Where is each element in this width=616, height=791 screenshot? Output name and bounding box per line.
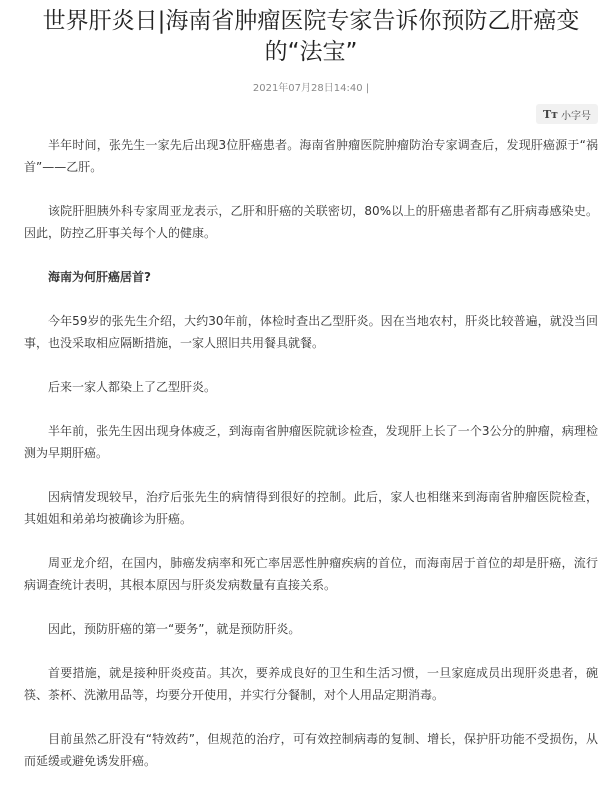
- article-body: [24, 134, 598, 772]
- paragraph: 首要措施，就是接种肝炎疫苗。其次，要养成良好的卫生和生活习惯，一旦家庭成员出现肝炎患者，碗筷、茶杯、洗漱用品等，均要分开使用，并实行分餐制，对个人用品定期消毒。: [24, 666, 598, 702]
- font-size-toggle-label: 小字号: [561, 110, 591, 122]
- font-size-icon: Tт: [542, 107, 558, 121]
- paragraph: 该院肝胆胰外科专家周亚龙表示，乙肝和肝癌的关联密切，80%以上的肝癌患者都有乙肝病毒感染史。因此，防控乙肝事关每个人的健康。: [24, 204, 598, 240]
- paragraph: 今年59岁的张先生介绍，大约30年前，体检时查出乙型肝炎。因在当地农村，肝炎比较普遍，就没当回事，也没采取相应隔断措施，一家人照旧共用餐具就餐。: [24, 314, 598, 350]
- article-title: 世界肝炎日|海南省肿瘤医院专家告诉你预防乙肝癌变的“法宝”: [42, 8, 580, 65]
- paragraph: 半年时间，张先生一家先后出现3位肝癌患者。海南省肿瘤医院肿瘤防治专家调查后，发现肝癌源于“祸首”——乙肝。: [24, 138, 598, 174]
- font-size-toggle-button[interactable]: [536, 104, 598, 124]
- paragraph: 半年前，张先生因出现身体疲乏，到海南省肿瘤医院就诊检查，发现肝上长了一个3公分的肿瘤，病理检测为早期肝癌。: [24, 424, 598, 460]
- paragraph: 周亚龙介绍，在国内，肺癌发病率和死亡率居恶性肿瘤疾病的首位，而海南居于首位的却是肝癌，流行病调查统计表明，其根本原因与肝炎发病数量有直接关系。: [24, 556, 598, 592]
- paragraph: 后来一家人都染上了乙型肝炎。: [48, 380, 217, 394]
- article: [0, 6, 616, 772]
- paragraph: 目前虽然乙肝没有“特效药”，但规范的治疗，可有效控制病毒的复制、增长，保护肝功能不受损伤，从而延缓或避免诱发肝癌。: [24, 732, 598, 768]
- publish-date: 2021年07月28日14:40 |: [252, 83, 370, 94]
- paragraph: 因病情发现较早，治疗后张先生的病情得到很好的控制。此后，家人也相继来到海南省肿瘤医院检查，其姐姐和弟弟均被确诊为肝癌。: [24, 490, 598, 526]
- section-heading: 海南为何肝癌居首?: [48, 270, 151, 284]
- article-toolbar: [24, 104, 598, 124]
- paragraph: 因此，预防肝癌的第一“要务”，就是预防肝炎。: [48, 622, 301, 636]
